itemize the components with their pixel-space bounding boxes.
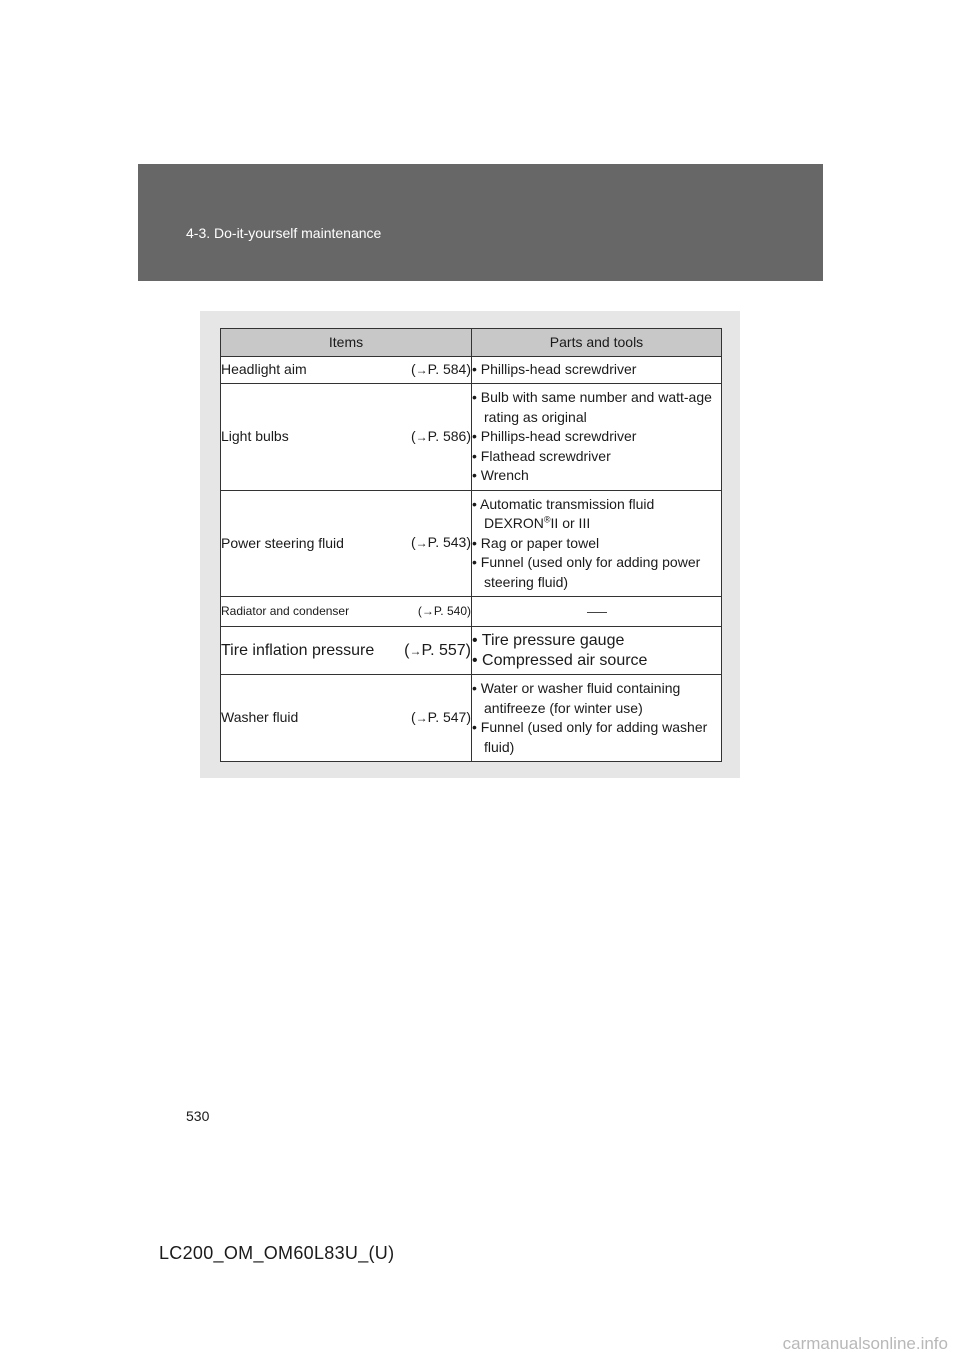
- list-item: • Funnel (used only for adding power steering fluid): [472, 554, 701, 590]
- arrow-icon: →: [421, 603, 434, 618]
- list-item: • Automatic transmission fluid DEXRON®II or III: [472, 495, 655, 532]
- list-item: • Bulb with same number and watt-age rating as original: [472, 389, 712, 425]
- item-cell: [221, 491, 472, 597]
- registered-mark: ®: [543, 514, 551, 525]
- item-name: Washer fluid: [221, 709, 299, 726]
- document-code: LC200_OM_OM60L83U_(U): [159, 1243, 395, 1263]
- parts-cell: [472, 627, 722, 675]
- list-item: • Water or washer fluid containing antifreeze (for winter use): [472, 680, 681, 716]
- header-band: [138, 164, 823, 281]
- item-name: Power steering fluid: [221, 534, 344, 551]
- page-reference: (→P. 586): [410, 427, 471, 444]
- list-item: • Flathead screwdriver: [472, 447, 611, 464]
- list-item: • Compressed air source: [472, 651, 648, 669]
- page-reference: (→P. 543): [410, 534, 471, 551]
- list-item: • Funnel (used only for adding washer fluid): [472, 719, 708, 755]
- parts-cell: [472, 597, 722, 627]
- page-ref-text: P. 547: [427, 708, 467, 725]
- none-dash: [587, 612, 607, 613]
- parts-cell: [472, 491, 722, 597]
- item-cell: [221, 675, 472, 762]
- list-item: • Tire pressure gauge: [472, 631, 625, 649]
- column-header-parts: Parts and tools: [472, 329, 722, 357]
- arrow-icon: →: [415, 536, 428, 551]
- item-cell: [221, 357, 472, 384]
- item-name: Light bulbs: [221, 428, 289, 445]
- watermark-text: carmanualsonline.info: [782, 1334, 948, 1353]
- table-row: [221, 675, 722, 762]
- page-ref-text: P. 586: [427, 427, 467, 444]
- list-item: • Phillips-head screwdriver: [472, 361, 637, 378]
- page-reference: (→P. 547): [410, 708, 471, 725]
- list-item: • Wrench: [472, 467, 529, 484]
- parts-cell: [472, 675, 722, 762]
- page-ref-text: P. 557: [421, 641, 466, 659]
- table-row: [221, 597, 722, 627]
- page-ref-text: P. 540: [433, 603, 467, 618]
- list-item: • Rag or paper towel: [472, 534, 600, 551]
- page-ref-text: P. 543: [427, 534, 467, 551]
- arrow-icon: →: [415, 362, 428, 377]
- parts-tools-table: [220, 328, 722, 762]
- table-header-row: [221, 329, 722, 357]
- arrow-icon: →: [415, 710, 428, 725]
- page-number: 530: [186, 1108, 210, 1124]
- arrow-icon: →: [415, 429, 428, 444]
- item-name: Radiator and condenser: [221, 603, 350, 618]
- item-cell: [221, 384, 472, 491]
- column-header-items: Items: [221, 329, 472, 357]
- page-ref-text: P. 584: [427, 360, 467, 377]
- arrow-icon: →: [409, 643, 422, 658]
- page-reference: (→P. 540): [417, 603, 471, 618]
- table-row: [221, 384, 722, 491]
- item-cell: [221, 627, 472, 675]
- table-row: [221, 627, 722, 675]
- table-row: [221, 357, 722, 384]
- item-name: Tire inflation pressure: [221, 641, 375, 659]
- item-cell: [221, 597, 472, 627]
- parts-cell: [472, 357, 722, 384]
- page-reference: (→P. 584): [410, 360, 471, 377]
- page-reference: (→P. 557): [404, 641, 471, 659]
- parts-cell: [472, 384, 722, 491]
- list-item: • Phillips-head screwdriver: [472, 428, 637, 445]
- section-title: 4-3. Do-it-yourself maintenance: [186, 225, 382, 241]
- table-row: [221, 491, 722, 597]
- item-name: Headlight aim: [221, 361, 307, 378]
